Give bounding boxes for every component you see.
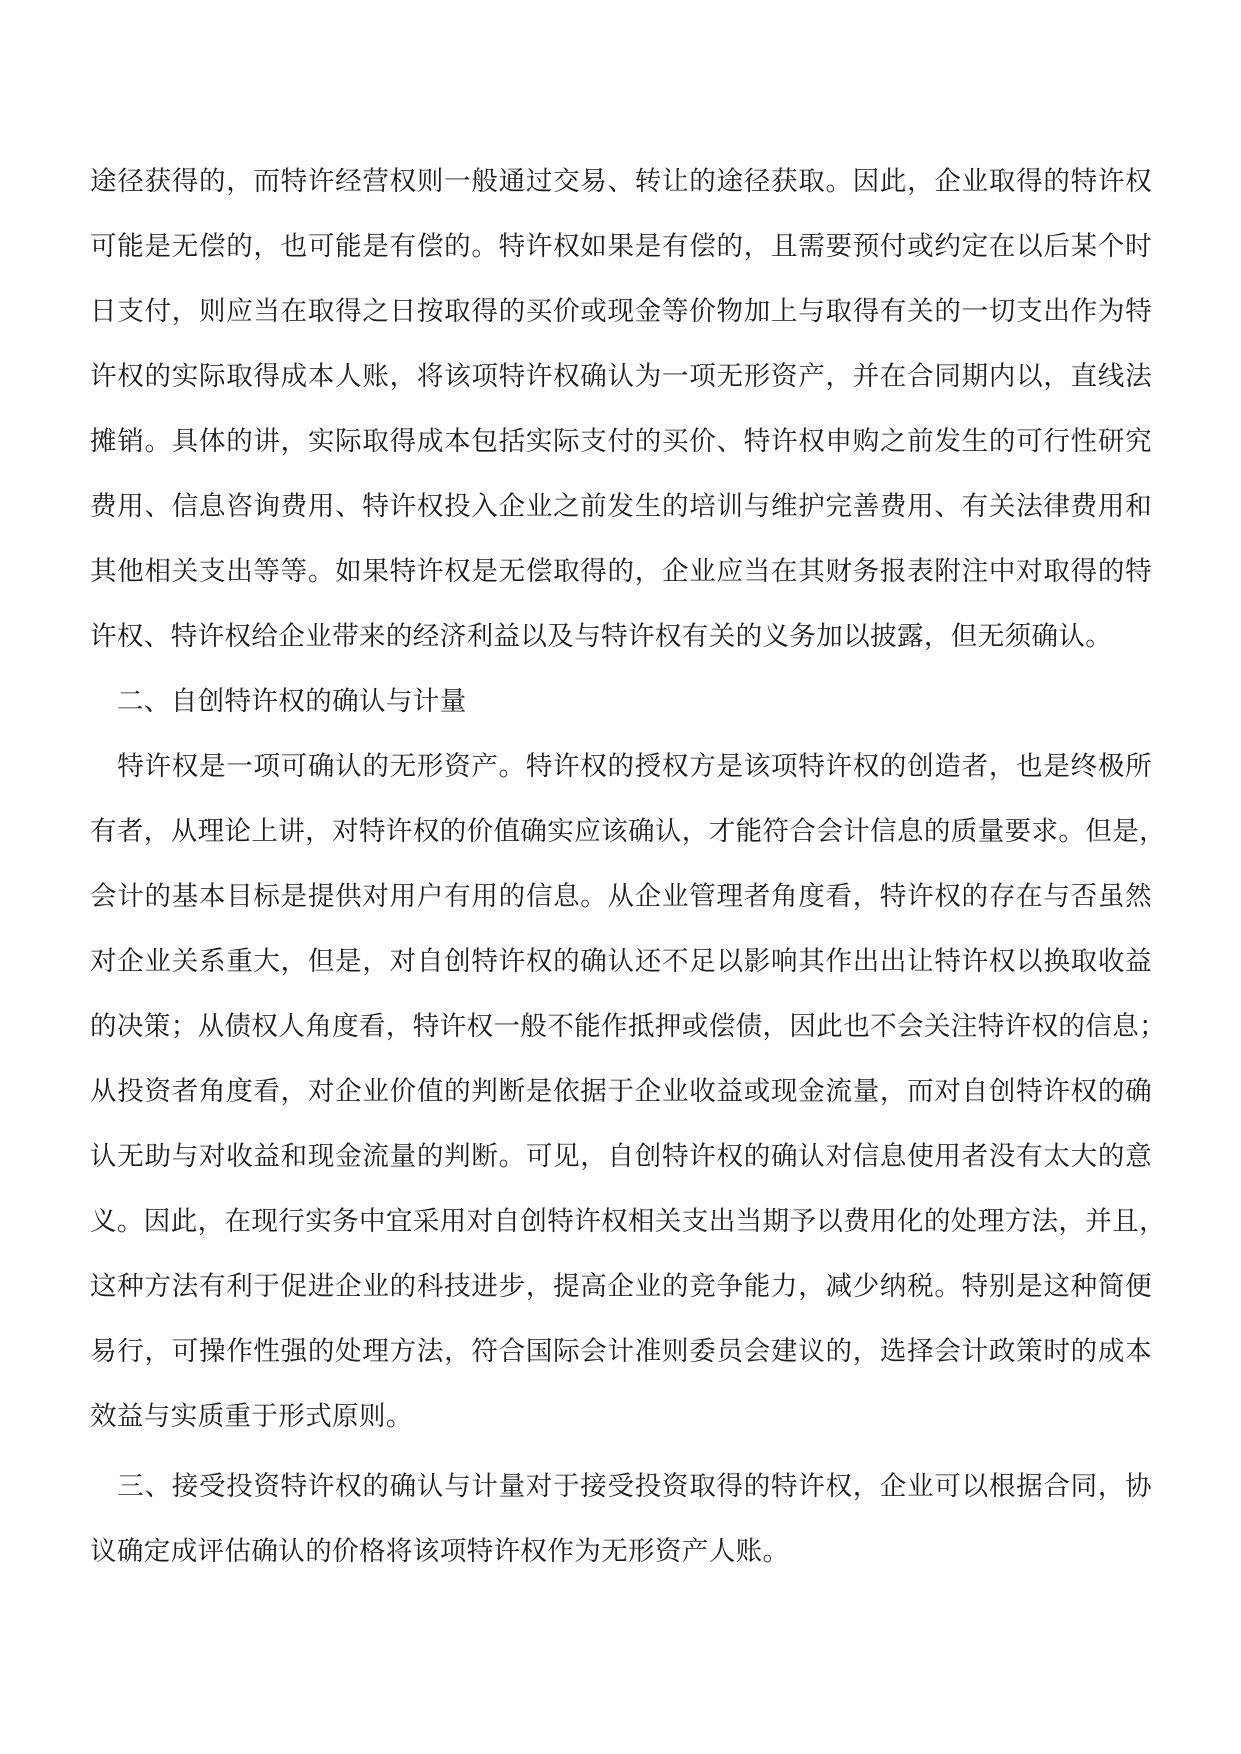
text-line: 特许权是一项可确认的无形资产。特许权的授权方是该项特许权的创造者，也是终极所	[90, 751, 1152, 782]
text-line: 对企业关系重大，但是，对自创特许权的确认还不足以影响其作出出让特许权以换取收益	[90, 946, 1152, 977]
section-heading: 三、接受投资特许权的确认与计量对于接受投资取得的特许权，企业可以根据合同，协	[90, 1471, 1152, 1502]
text-line: 从投资者角度看，对企业价值的判断是依据于企业收益或现金流量，而对自创特许权的确	[90, 1076, 1152, 1107]
text-line: 日支付，则应当在取得之日按取得的买价或现金等价物加上与取得有关的一切支出作为特	[90, 296, 1152, 327]
text-line: 易行，可操作性强的处理方法，符合国际会计准则委员会建议的，选择会计政策时的成本	[90, 1336, 1152, 1367]
text-line: 这种方法有利于促进企业的科技进步，提高企业的竞争能力，减少纳税。特别是这种简便	[90, 1271, 1152, 1302]
text-line: 有者，从理论上讲，对特许权的价值确实应该确认，才能符合会计信息的质量要求。但是，	[90, 816, 1166, 847]
text-line: 许权的实际取得成本人账，将该项特许权确认为一项无形资产，并在合同期内以，直线法	[90, 361, 1152, 392]
text-line: 的决策；从债权人角度看，特许权一般不能作抵押或偿债，因此也不会关注特许权的信息；	[90, 1011, 1166, 1042]
text-line: 摊销。具体的讲，实际取得成本包括实际支付的买价、特许权申购之前发生的可行性研究	[90, 426, 1152, 457]
text-line: 可能是无偿的，也可能是有偿的。特许权如果是有偿的，且需要预付或约定在以后某个时	[90, 231, 1152, 262]
text-line: 许权、特许权给企业带来的经济利益以及与特许权有关的义务加以披露，但无须确认。	[90, 621, 1113, 652]
text-line: 议确定成评估确认的价格将该项特许权作为无形资产人账。	[90, 1536, 790, 1567]
text-line: 认无助与对收益和现金流量的判断。可见，自创特许权的确认对信息使用者没有太大的意	[90, 1141, 1152, 1172]
text-line: 途径获得的，而特许经营权则一般通过交易、转让的途径获取。因此，企业取得的特许权	[90, 166, 1152, 197]
section-heading: 二、自创特许权的确认与计量	[90, 686, 467, 717]
text-line: 费用、信息咨询费用、特许权投入企业之前发生的培训与维护完善费用、有关法律费用和	[90, 491, 1152, 522]
text-line: 效益与实质重于形式原则。	[90, 1401, 413, 1432]
document-body	[90, 156, 1166, 1591]
text-line: 义。因此，在现行实务中宜采用对自创特许权相关支出当期予以费用化的处理方法，并且，	[90, 1206, 1166, 1237]
text-line: 其他相关支出等等。如果特许权是无偿取得的，企业应当在其财务报表附注中对取得的特	[90, 556, 1152, 587]
text-line: 会计的基本目标是提供对用户有用的信息。从企业管理者角度看，特许权的存在与否虽然	[90, 881, 1152, 912]
